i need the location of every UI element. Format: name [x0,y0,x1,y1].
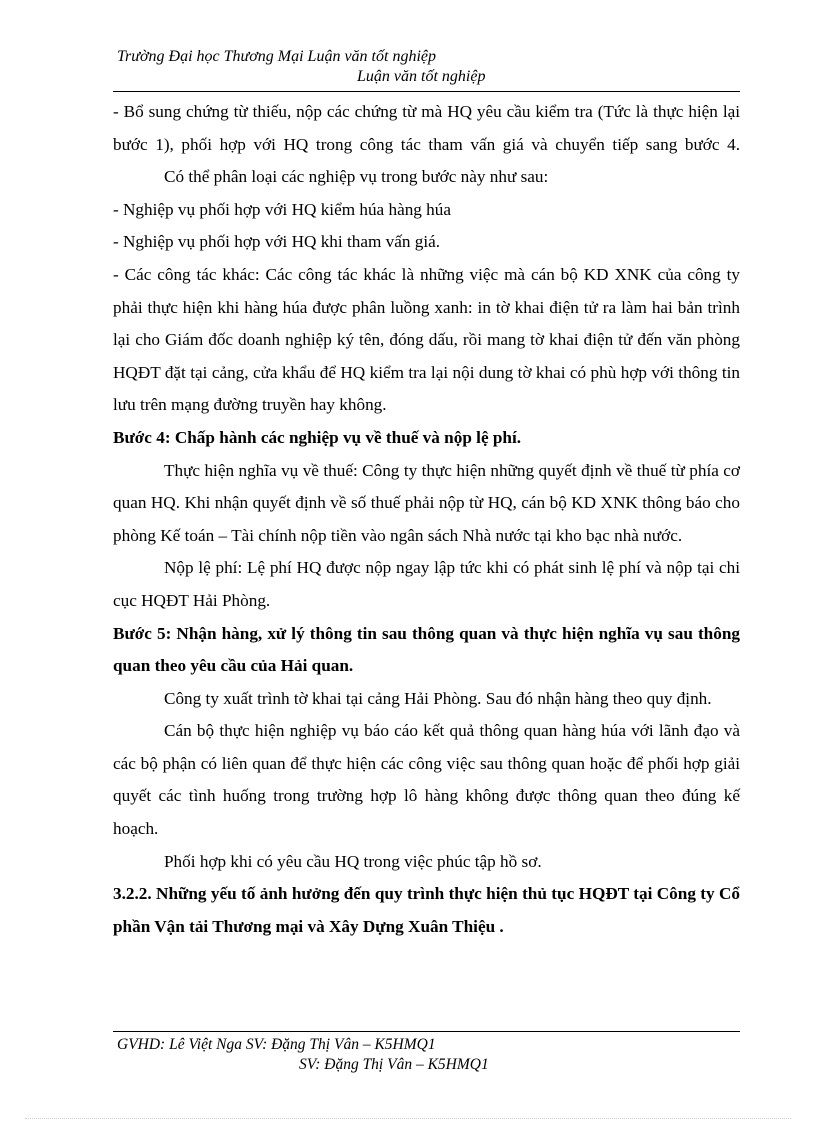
paragraph-supplement-documents: - Bổ sung chứng từ thiếu, nộp các chứng từ mà HQ yêu cầu kiểm tra (Tức là thực hiện lại bước 1), phối hợp với HQ trong công tác tham vấn giá và chuyển tiếp sang bước 4. [113,102,740,154]
list-item-inspection: - Nghiệp vụ phối hợp với HQ kiểm húa hàng húa [113,199,452,219]
paragraph-classification: Có thể phân loại các nghiệp vụ trong bước này như sau: [164,167,549,187]
footer-line-1: GVHD: Lê Việt Nga SV: Đặng Thị Vân – K5HMQ1 [117,1036,436,1053]
page-edge-dotted-line [25,1118,791,1119]
paragraph-report-results: Cán bộ thực hiện nghiệp vụ báo cáo kết quả thông quan hàng húa với lãnh đạo và các bộ phận có liên quan để thực hiện các công việc sau thông quan hoặc để phối hợp giải quyết các tình huống trong trường hợp lô hàng không được thông quan theo đúng kế hoạch. [113,721,740,839]
footer-line-2: SV: Đặng Thị Vân – K5HMQ1 [299,1056,489,1073]
paragraph-dossier-review: Phối hợp khi có yêu cầu HQ trong việc phúc tập hồ sơ. [164,851,542,871]
heading-step-5: Bước 5: Nhận hàng, xử lý thông tin sau thông quan và thực hiện nghĩa vụ sau thông quan theo yêu cầu của Hải quan. [113,623,740,676]
list-item-other-tasks: - Các công tác khác: Các công tác khác là những việc mà cán bộ KD XNK của công ty phải thực hiện khi hàng húa được phân luồng xanh: in tờ khai điện tử ra làm hai bản trình lại cho Giám đốc doanh nghiệp ký tên, đóng dấu, rồi mang tờ khai điện tử đến văn phòng HQĐT đặt tại cảng, cửa khẩu để HQ kiểm tra lại nội dung tờ khai có phù hợp với thông tin lưu trên mạng đường truyền hay không. [113,264,740,415]
list-item-price-consultation: - Nghiệp vụ phối hợp với HQ khi tham vấn giá. [113,232,441,252]
header-line-1: Trường Đại học Thương Mại Luận văn tốt nghiệp [117,48,436,65]
paragraph-receive-goods: Công ty xuất trình tờ khai tại cảng Hải Phòng. Sau đó nhận hàng theo quy định. [164,688,712,708]
heading-step-4: Bước 4: Chấp hành các nghiệp vụ về thuế và nộp lệ phí. [113,427,522,447]
heading-section-3-2-2: 3.2.2. Những yếu tố ảnh hưởng đến quy trình thực hiện thủ tục HQĐT tại Công ty Cổ phần Vận tải Thương mại và Xây Dựng Xuân Thiệu . [113,884,740,936]
header-line-2: Luận văn tốt nghiệp [357,68,486,85]
paragraph-tax-obligation: Thực hiện nghĩa vụ về thuế: Công ty thực hiện những quyết định về thuế từ phía cơ quan HQ. Khi nhận quyết định về số thuế phải nộp từ HQ, cán bộ KD XNK thông báo cho phòng Kế toán – Tài chính nộp tiền vào ngân sách Nhà nước tại kho bạc nhà nước. [113,460,740,545]
header-rule [113,91,740,92]
paragraph-fees: Nộp lệ phí: Lệ phí HQ được nộp ngay lập tức khi có phát sinh lệ phí và nộp tại chi cục HQĐT Hải Phòng. [113,558,740,610]
footer-rule [113,1031,740,1032]
document-body [113,96,740,943]
